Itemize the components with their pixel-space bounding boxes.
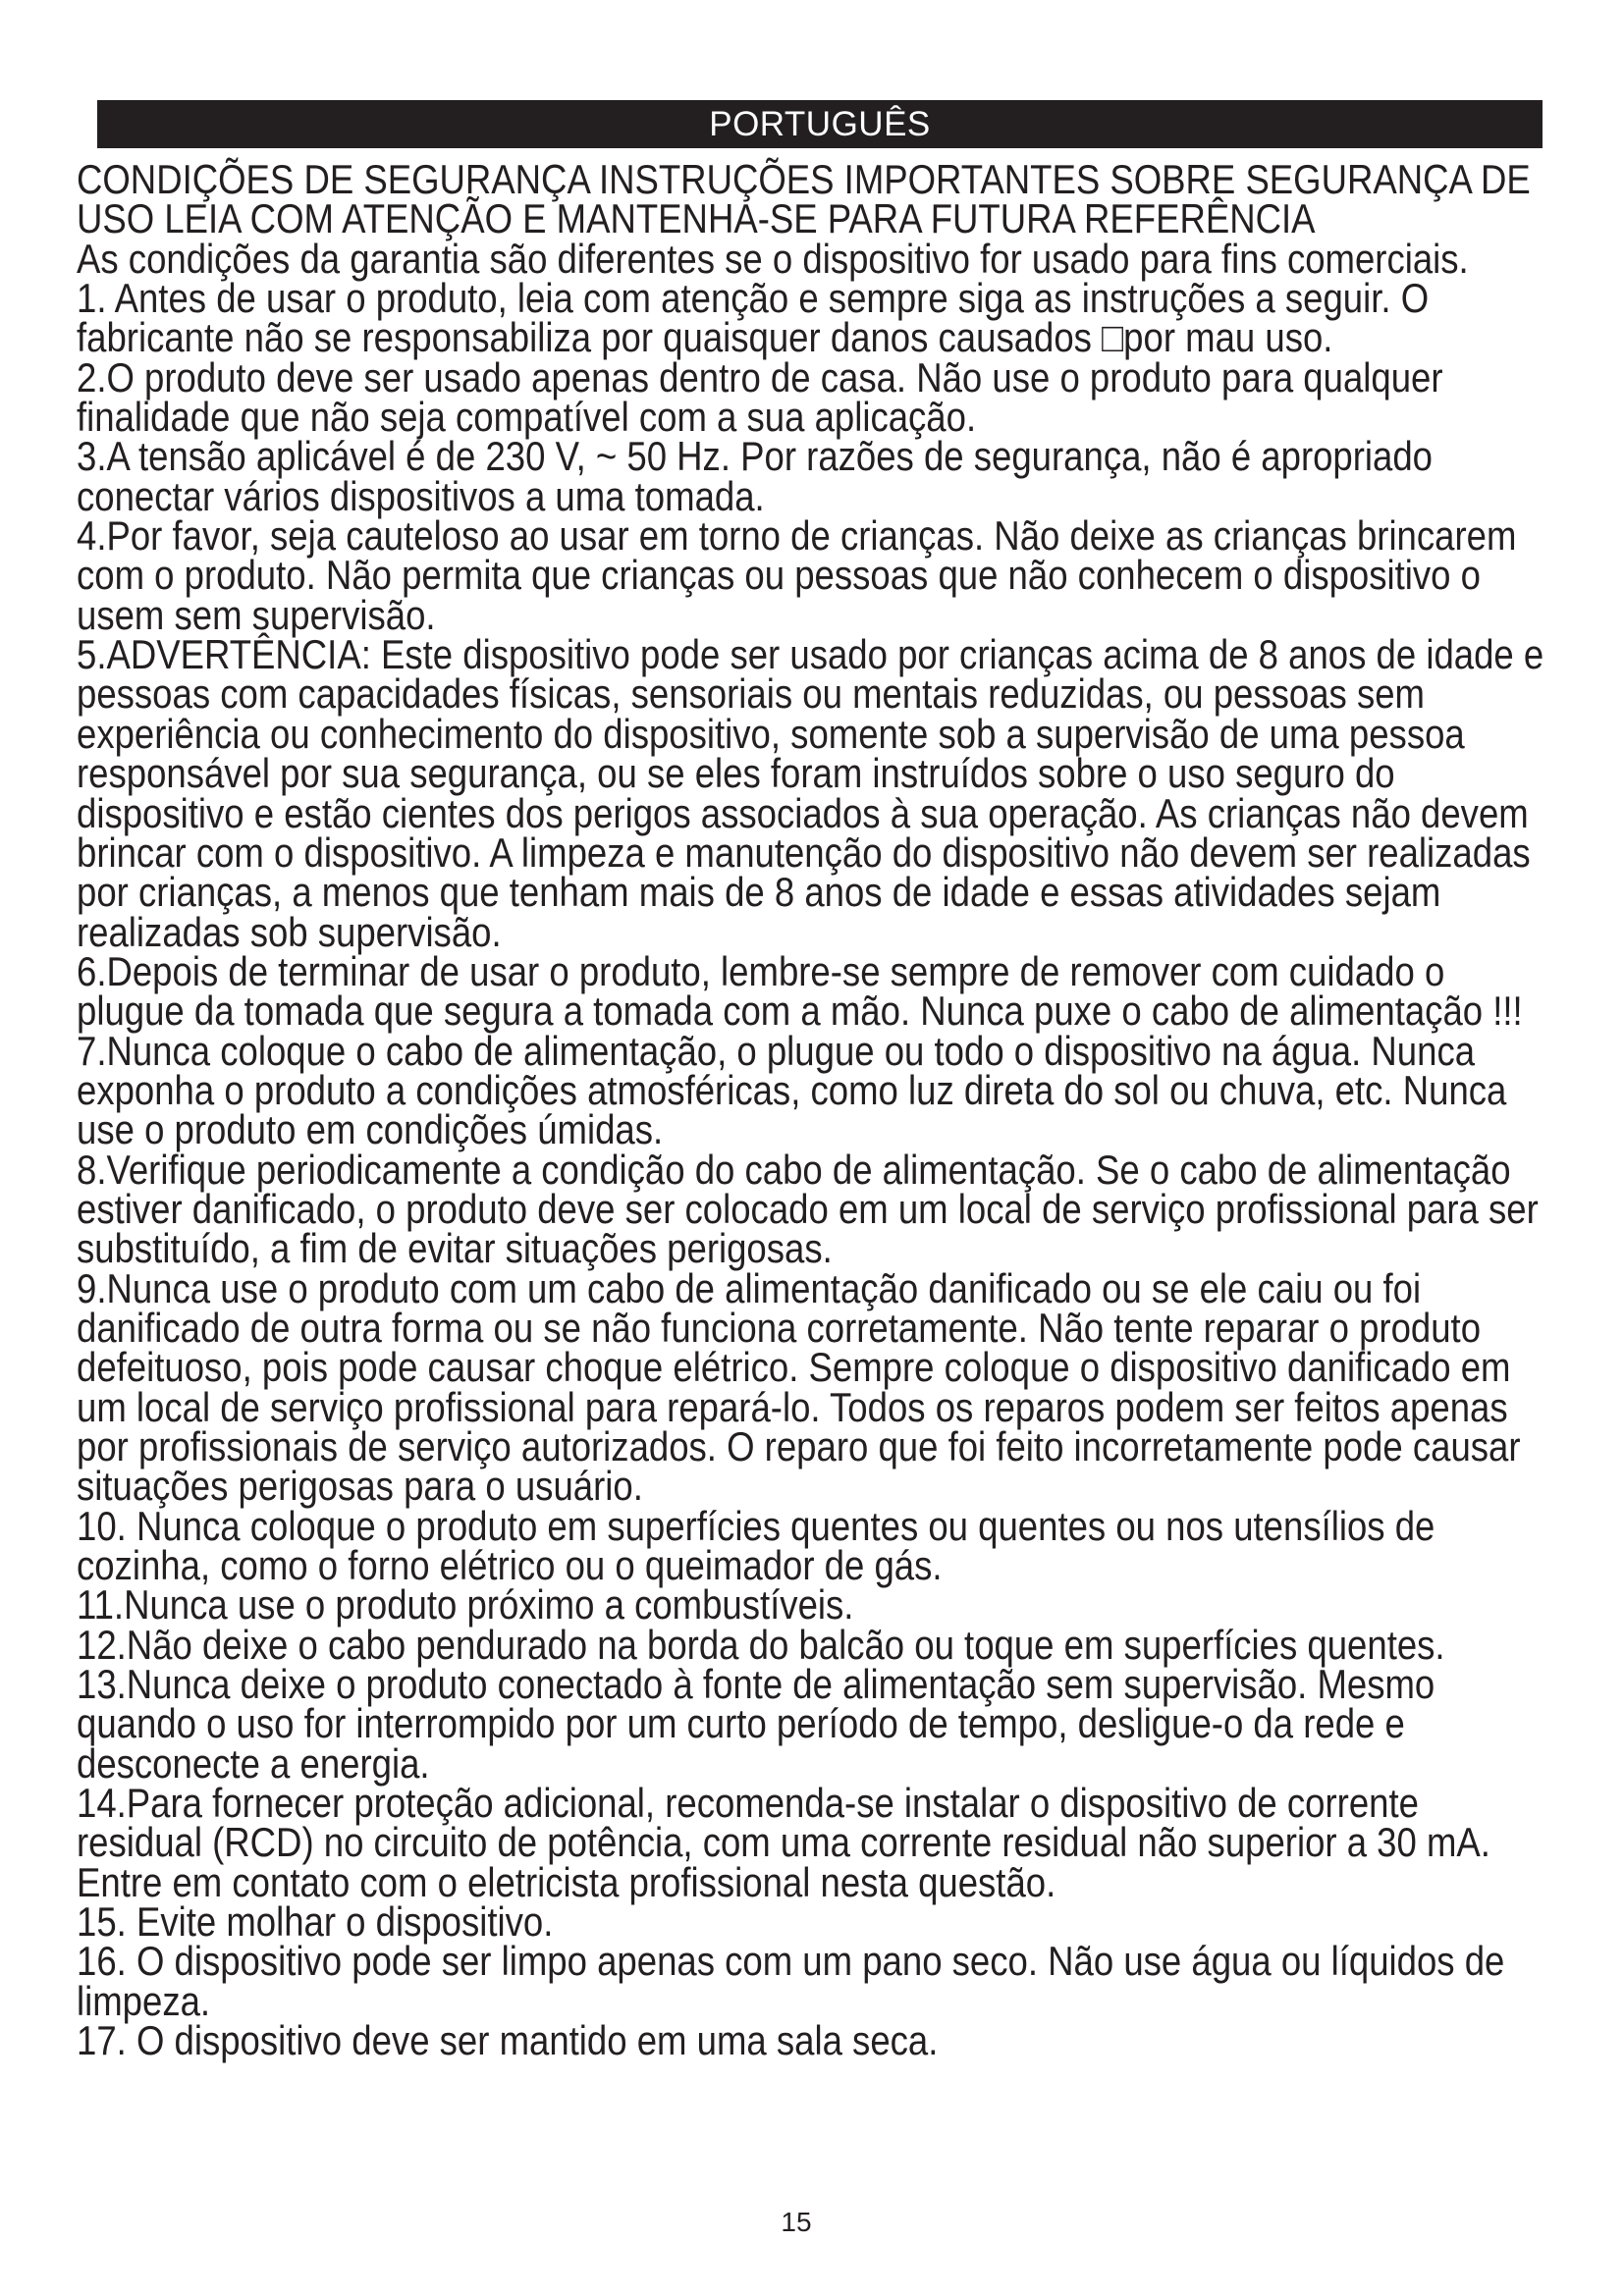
item-line: residual (RCD) no circuito de potência, com uma corrente residual não superior a 30 mA. <box>77 1819 1490 1866</box>
safety-item-3 <box>77 433 1549 519</box>
safety-instructions <box>77 156 1549 2064</box>
page-number: 15 <box>781 2207 812 2237</box>
item-line: 13.Nunca deixe o produto conectado à fonte de alimentação sem supervisão. Mesmo <box>77 1661 1435 1708</box>
item-line: 14.Para fornecer proteção adicional, recomenda-se instalar o dispositivo de corrente <box>77 1780 1419 1827</box>
title-line: CONDIÇÕES DE SEGURANÇA INSTRUÇÕES IMPORTANTES SOBRE SEGURANÇA DE <box>77 156 1531 202</box>
item-line: fabricante não se responsabiliza por quaisquer danos causados □por mau uso. <box>77 314 1333 361</box>
item-line: 16. O dispositivo pode ser limpo apenas com um pano seco. Não use água ou líquidos de <box>77 1938 1505 1985</box>
item-line: responsável por sua segurança, ou se eles foram instruídos sobre o uso seguro do <box>77 750 1395 797</box>
safety-item-12 <box>77 1621 1549 1668</box>
item-line: com o produto. Não permita que crianças ou pessoas que não conhecem o dispositivo o <box>77 552 1481 599</box>
item-line: limpeza. <box>77 1977 211 2024</box>
item-line: danificado de outra forma ou se não funciona corretamente. Não tente reparar o produto <box>77 1304 1482 1351</box>
item-line: Entre em contato com o eletricista profissional nesta questão. <box>77 1858 1056 1905</box>
item-line: por crianças, a menos que tenham mais de 8 anos de idade e essas atividades sejam <box>77 869 1441 916</box>
item-line: por profissionais de serviço autorizados. O reparo que foi feito incorretamente pode causar <box>77 1423 1521 1469</box>
safety-item-14 <box>77 1780 1549 1905</box>
item-line: 6.Depois de terminar de usar o produto, lembre-se sempre de remover com cuidado o <box>77 947 1445 994</box>
safety-item-11 <box>77 1581 1549 1629</box>
page-title <box>77 156 1549 242</box>
safety-item-7 <box>77 1027 1549 1153</box>
item-line: 4.Por favor, seja cauteloso ao usar em torno de crianças. Não deixe as crianças brincarem <box>77 512 1517 560</box>
item-line: plugue da tomada que segura a tomada com a mão. Nunca puxe o cabo de alimentação !!! <box>77 988 1523 1035</box>
item-line: substituído, a fim de evitar situações perigosas. <box>77 1225 833 1272</box>
warranty-note: As condições da garantia são diferentes se o dispositivo for usado para fins comerciais. <box>77 235 1469 282</box>
item-line: 8.Verifique periodicamente a condição do cabo de alimentação. Se o cabo de alimentação <box>77 1146 1511 1193</box>
item-line: defeituoso, pois pode causar choque elétrico. Sempre coloque o dispositivo danificado em <box>77 1344 1511 1391</box>
item-line: 2.O produto deve ser usado apenas dentro de casa. Não use o produto para qualquer <box>77 353 1443 400</box>
item-line: exponha o produto a condições atmosféricas, como luz direta do sol ou chuva, etc. Nunca <box>77 1066 1507 1113</box>
item-line: usem sem supervisão. <box>77 591 436 638</box>
item-line: um local de serviço profissional para repará-lo. Todos os reparos podem ser feitos apenas <box>77 1383 1508 1430</box>
item-line: brincar com o dispositivo. A limpeza e manutenção do dispositivo não devem ser realizadas <box>77 828 1531 876</box>
safety-item-10 <box>77 1502 1549 1589</box>
item-line: conectar vários dispositivos a uma tomada. <box>77 472 765 519</box>
item-line: quando o uso for interrompido por um curto período de tempo, desligue-o da rede e <box>77 1700 1405 1747</box>
safety-item-6 <box>77 947 1549 1035</box>
item-line: 17. O dispositivo deve ser mantido em uma sala seca. <box>77 2017 939 2064</box>
item-line: pessoas com capacidades físicas, sensoriais ou mentais reduzidas, ou pessoas sem <box>77 670 1425 718</box>
safety-item-5 <box>77 631 1549 955</box>
safety-item-8 <box>77 1146 1549 1272</box>
item-line: 15. Evite molhar o dispositivo. <box>77 1898 554 1946</box>
item-line: experiência ou conhecimento do dispositivo, somente sob a supervisão de uma pessoa <box>77 710 1465 757</box>
item-line: dispositivo e estão cientes dos perigos associados à sua operação. As crianças não devem <box>77 789 1529 836</box>
safety-item-1 <box>77 275 1549 361</box>
item-line: 5.ADVERTÊNCIA: Este dispositivo pode ser usado por crianças acima de 8 anos de idade e <box>77 631 1544 678</box>
item-line: 10. Nunca coloque o produto em superfícies quentes ou quentes ou nos utensílios de <box>77 1502 1435 1549</box>
item-line: use o produto em condições úmidas. <box>77 1106 664 1153</box>
safety-item-15 <box>77 1898 1549 1946</box>
item-line: 9.Nunca use o produto com um cabo de alimentação danificado ou se ele caiu ou foi <box>77 1264 1422 1311</box>
language-label: PORTUGUÊS <box>709 105 931 143</box>
item-line: finalidade que não seja compatível com a sua aplicação. <box>77 394 977 441</box>
title-line: USO LEIA COM ATENÇÃO E MANTENHA-SE PARA FUTURA REFERÊNCIA <box>77 195 1316 242</box>
item-line: desconecte a energia. <box>77 1739 430 1787</box>
safety-item-4 <box>77 512 1549 638</box>
item-line: situações perigosas para o usuário. <box>77 1463 643 1510</box>
safety-item-17 <box>77 2017 1549 2064</box>
safety-item-13 <box>77 1661 1549 1787</box>
item-line: 3.A tensão aplicável é de 230 V, ~ 50 Hz. Por razões de segurança, não é apropriado <box>77 433 1434 480</box>
item-line: 11.Nunca use o produto próximo a combustíveis. <box>77 1581 854 1629</box>
language-header-bar <box>97 100 1543 148</box>
safety-item-2 <box>77 353 1549 441</box>
safety-item-16 <box>77 1938 1549 2024</box>
item-line: estiver danificado, o produto deve ser colocado em um local de serviço profissional para ser <box>77 1185 1539 1232</box>
item-line: cozinha, como o forno elétrico ou o queimador de gás. <box>77 1542 943 1589</box>
item-line: 12.Não deixe o cabo pendurado na borda do balcão ou toque em superfícies quentes. <box>77 1621 1445 1668</box>
item-line: 7.Nunca coloque o cabo de alimentação, o plugue ou todo o dispositivo na água. Nunca <box>77 1027 1476 1074</box>
item-line: 1. Antes de usar o produto, leia com atenção e sempre siga as instruções a seguir. O <box>77 275 1430 322</box>
item-line: realizadas sob supervisão. <box>77 908 502 955</box>
safety-item-9 <box>77 1264 1549 1510</box>
